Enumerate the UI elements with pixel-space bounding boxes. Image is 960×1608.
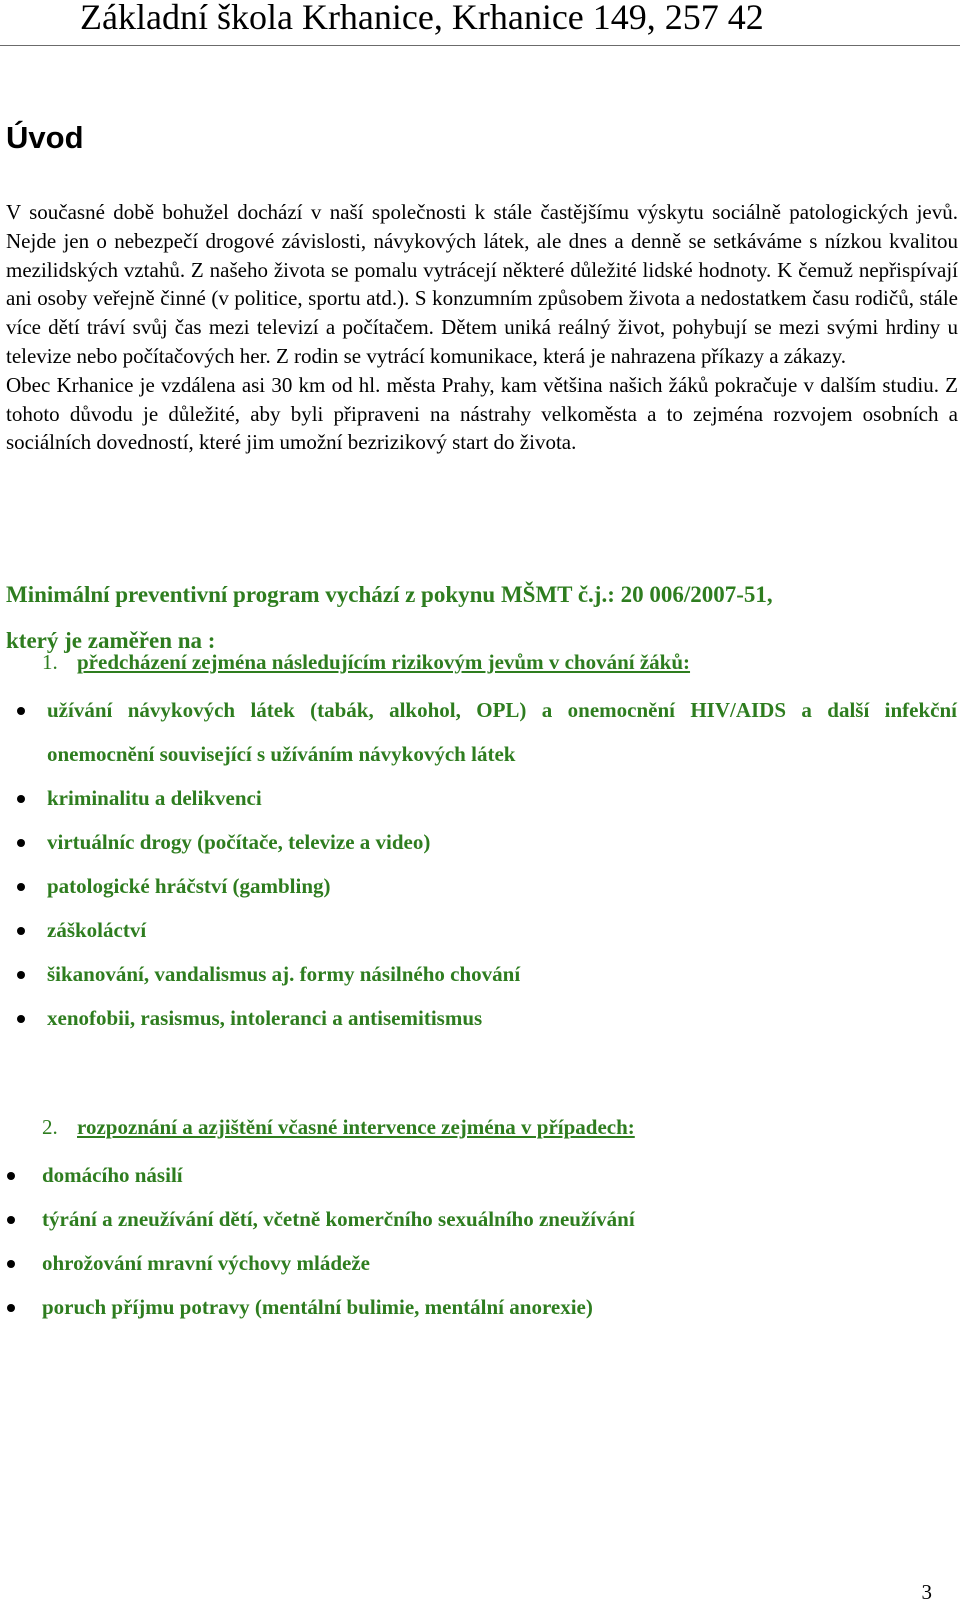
section-1-number: 1. (42, 650, 58, 674)
list-item (0, 1285, 635, 1329)
list-item (0, 776, 957, 820)
bullet-icon (7, 1216, 15, 1224)
header-title: Základní škola Krhanice, Krhanice 149, 257 42 (80, 0, 764, 37)
list-item (0, 820, 957, 864)
list-item-text: virtuálníc drogy (počítače, televize a video) (47, 830, 431, 854)
bullet-icon (17, 839, 25, 847)
list-item (0, 1197, 635, 1241)
list-item-text: užívání návykových látek (tabák, alkohol, OPL) a onemocnění HIV/AIDS a další infekční onemocnění související s užíváním návykových látek (47, 698, 957, 766)
list-item-text: xenofobii, rasismus, intoleranci a antisemitismus (47, 1006, 483, 1030)
section-2-heading (42, 1115, 635, 1140)
program-heading-line-1: Minimální preventivní program vychází z pokynu MŠMT č.j.: 20 006/2007-51, (6, 582, 773, 607)
intro-paragraph-1: V současné době bohužel dochází v naší společnosti k stále častějšímu výskytu sociálně patologických jevů. Nejde jen o nebezpečí drogové závislosti, návykových látek, ale dnes a denně se setkáváme s nízkou kvalitou mezilidských vztahů. Z našeho života se pomalu vytrácejí některé důležité lidské hodnoty. K čemuž nepřispívají ani osoby veřejně činné (v politice, sportu atd.). S konzumním způsobem života a nedostatkem času rodičů, stále více dětí tráví svůj čas mezi televizí a počítačem. Dětem uniká reálný život, pohybují se mezi svými hrdiny u televize nebo počítačových her. Z rodin se vytrácí komunikace, která je nahrazena příkazy a zákazy. (6, 200, 958, 368)
section-2-title: rozpoznání a azjištění včasné intervence zejména v případech: (77, 1115, 635, 1139)
list-item (0, 864, 957, 908)
list-item (0, 952, 957, 996)
section-2-number: 2. (42, 1115, 58, 1139)
list-item (0, 1241, 635, 1285)
bullet-icon (7, 1172, 15, 1180)
bullet-icon (17, 1015, 25, 1023)
list-item-text: domácího násilí (42, 1163, 183, 1187)
bullet-icon (17, 927, 25, 935)
program-heading-line-2: který je zaměřen na : (6, 628, 216, 653)
list-item-text: týrání a zneužívání dětí, včetně komerčního sexuálního zneužívání (42, 1207, 635, 1231)
list-item (0, 996, 957, 1040)
list-item-text: šikanování, vandalismus aj. formy násilného chování (47, 962, 521, 986)
list-item-text: kriminalitu a delikvenci (47, 786, 262, 810)
bullet-icon (17, 707, 25, 715)
section-1-title: předcházení zejména následujícím rizikovým jevům v chování žáků: (77, 650, 691, 674)
intro-paragraph-2: Obec Krhanice je vzdálena asi 30 km od hl. města Prahy, kam většina našich žáků pokračuje v dalším studiu. Z tohoto důvodu je důležité, aby byli připraveni na nástrahy velkoměsta a to zejména rozvojem osobních a sociálních dovedností, které jim umožní bezrizikový start do života. (6, 372, 958, 455)
bullet-icon (17, 795, 25, 803)
list-item (0, 1153, 635, 1197)
section-1-list (0, 688, 957, 1040)
bullet-icon (17, 971, 25, 979)
list-item (0, 688, 957, 776)
list-item-text: záškoláctví (47, 918, 147, 942)
list-item (0, 908, 957, 952)
intro-text (6, 198, 958, 457)
page-number: 3 (921, 1580, 932, 1604)
bullet-icon (7, 1304, 15, 1312)
bullet-icon (7, 1260, 15, 1268)
bullet-icon (17, 883, 25, 891)
section-heading: Úvod (6, 120, 84, 155)
section-2-list (0, 1153, 635, 1329)
section-1-heading (42, 650, 690, 675)
list-item-text: patologické hráčství (gambling) (47, 874, 331, 898)
list-item-text: ohrožování mravní výchovy mládeže (42, 1251, 371, 1275)
page-header (0, 0, 960, 46)
list-item-text: poruch příjmu potravy (mentální bulimie, mentální anorexie) (42, 1295, 593, 1319)
